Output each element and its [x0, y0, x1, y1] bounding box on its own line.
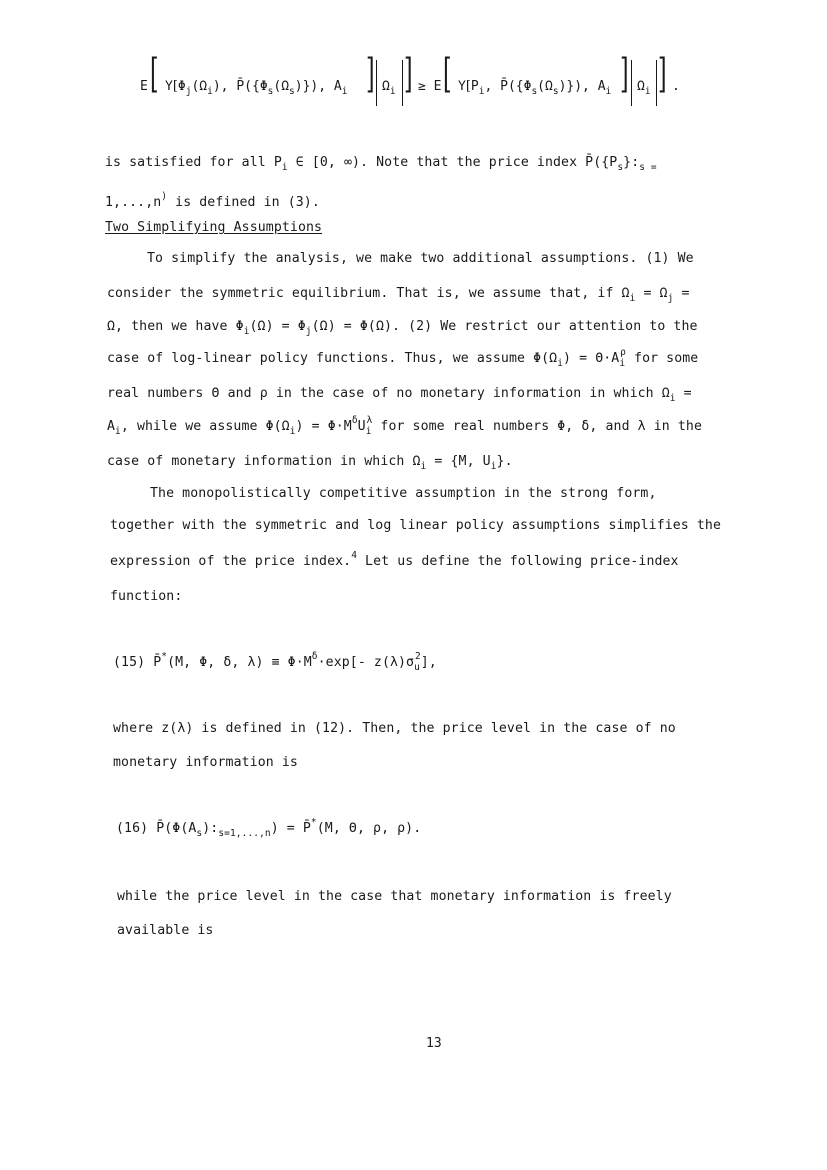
text-line: is satisfied for all $P_i$ ∈ [0, ∞). Note that the price index $P̄(\{P_s\}:_{s =}$	[105, 155, 657, 173]
equation-rhs: $\Upsilon[P_i$, $P̄(\{\Phi_s(\Omega_s)\})$, $A_i$	[458, 79, 612, 97]
paragraph-line: case of log-linear policy functions. Thus, we assume $\Phi(\Omega_i) = \Theta\cdot A_i^\rho$ for some	[107, 347, 699, 369]
left-bracket: [	[443, 51, 452, 97]
equation-15: (15) P̄*(M, Φ, δ, $\lambda) \equiv \Phi\cdot M^\delta\cdot\exp[-$ $z(\lambda)\sigma_u^2$],	[113, 651, 437, 673]
paragraph-line: together with the symmetric and log linear policy assumptions simplifies the	[110, 518, 722, 533]
equation-16: (16) $P̄(\Phi(A_s):_{s=1,...,n})$ = P̄*(M, Θ, ρ, ρ).	[116, 817, 422, 839]
paragraph-line: Ω, then we have $\Phi_i(\Omega) = \Phi_j(\Omega) = \Phi(\Omega)$. (2) We restrict our attention to the	[107, 319, 698, 337]
paragraph-line: where z(λ) is defined in (12). Then, the price level in the case of no	[113, 721, 676, 736]
text-line: 1,...,n) is defined in (3).	[105, 191, 320, 210]
paragraph-line: case of monetary information in which $\Omega_i = \{M$, $U_i$}.	[107, 454, 513, 472]
equation-rhs-condition: $\Omega_i$	[637, 79, 651, 97]
paragraph-line: real numbers Θ and ρ in the case of no monetary information in which $\Omega_i$ =	[107, 386, 692, 404]
conditional-bar	[631, 60, 632, 106]
right-bracket: ]	[404, 51, 413, 97]
paragraph-line: consider the symmetric equilibrium. That is, we assume that, if $\Omega_i = \Omega_j$ =	[107, 286, 690, 304]
paragraph-line: monetary information is	[113, 755, 298, 770]
paragraph-line: The monopolistically competitive assumption in the strong form,	[150, 486, 657, 501]
equation-lhs: $\Upsilon[\Phi_j(\Omega_i)$, $P̄(\{\Phi_s(\Omega_s)\})$, $A_i$	[165, 79, 348, 97]
paragraph-line: function:	[110, 589, 183, 604]
display-equation-top	[140, 44, 700, 114]
relation-ge: ≥ E	[418, 79, 442, 94]
page-number: 13	[426, 1036, 442, 1051]
paragraph-line: expression of the price index.$^4$ Let us define the following price-index	[110, 550, 679, 569]
equation-lhs-condition: $\Omega_i$	[382, 79, 396, 97]
right-bracket-inner: ]	[366, 51, 375, 97]
right-bracket: ]	[658, 51, 667, 97]
equation-end-period: .	[672, 79, 680, 94]
paragraph-line: while the price level in the case that monetary information is freely	[117, 889, 672, 904]
conditional-bar	[402, 60, 403, 106]
left-bracket: [	[150, 51, 159, 97]
paragraph-line: To simplify the analysis, we make two additional assumptions. (1) We	[147, 251, 694, 266]
section-heading: Two Simplifying Assumptions	[105, 220, 323, 235]
paragraph-line: $A_i$, while we assume $\Phi(\Omega_i) = \Phi\cdot M^\delta U_i^\lambda$ for some real numbers Φ, δ, and λ in the	[107, 415, 702, 437]
conditional-bar	[656, 60, 657, 106]
conditional-bar	[376, 60, 377, 106]
expectation-operator: E	[140, 79, 148, 94]
paragraph-line: available is	[117, 923, 214, 938]
right-bracket-inner: ]	[620, 51, 629, 97]
